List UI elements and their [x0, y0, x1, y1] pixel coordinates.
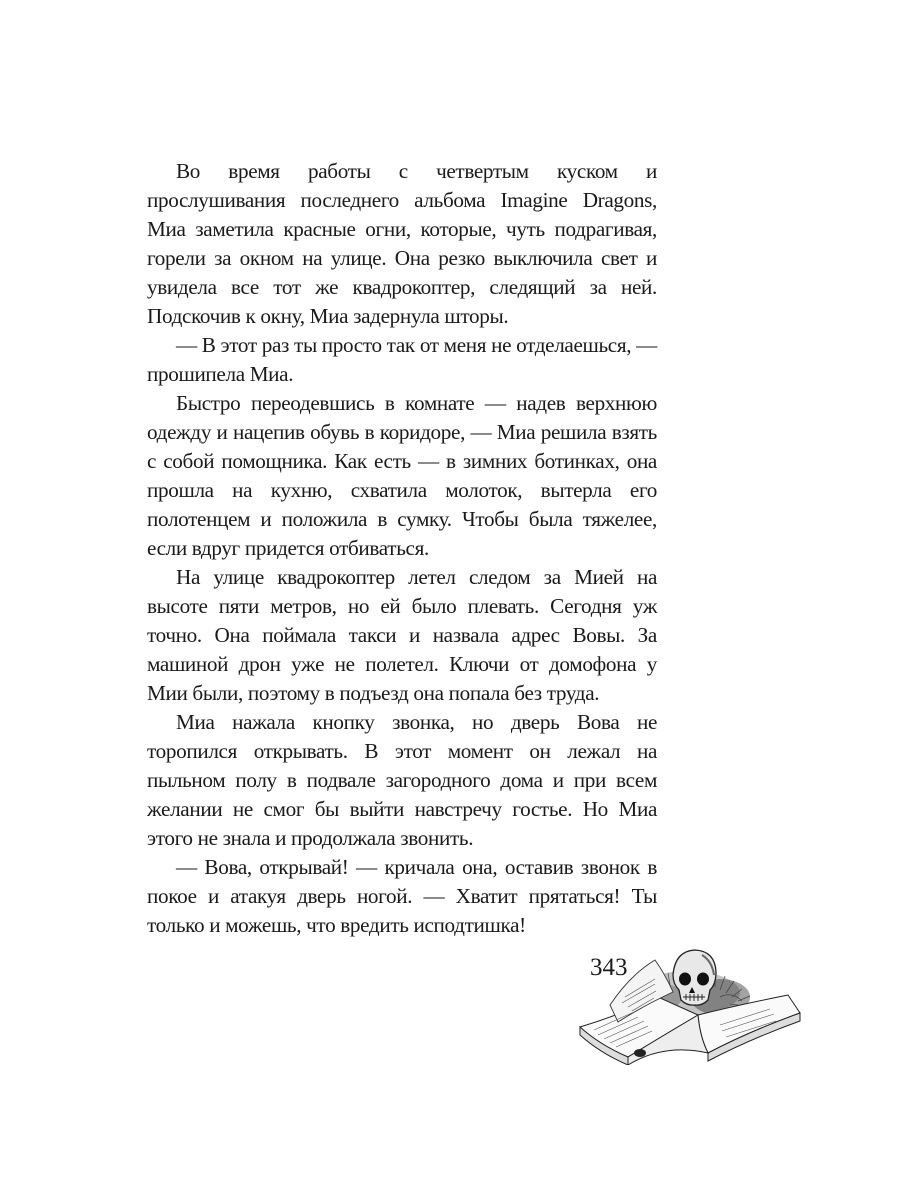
- page-number: 343: [590, 954, 628, 981]
- paragraph-1: Во время работы с четвертым куском и прослушивания последнего альбома Imagine Dragons, Миа заметила красные огни, которые, чуть подрагивая, горели за окном на улице. Она резко выключила свет и увидела все тот же квадрокоптер, следящий за ней. Подскочив к окну, Миа задернула шторы.: [147, 159, 657, 328]
- paragraph-4: На улице квадрокоптер летел следом за Мией на высоте пяти метров, но ей было плевать. Сегодня уж точно. Она поймала такси и назвала адрес Вовы. За машиной дрон уже не полетел. Ключи от домофона у Мии были, поэтому в подъезд она попала без труда.: [147, 565, 657, 705]
- paragraph-3: Быстро переодевшись в комнате — надев верхнюю одежду и нацепив обувь в коридоре, — Миа решила взять с собой помощника. Как есть — в зимних ботинках, она прошла на кухню, схватила молоток, вытерла его полотенцем и положила в сумку. Чтобы была тяжелее, если вдруг придется отбиваться.: [147, 391, 657, 560]
- paragraph-5: Миа нажала кнопку звонка, но дверь Вова не торопился открывать. В этот момент он лежал на пыльном полу в подвале загородного дома и при всем желании не смог бы выйти навстречу гостье. Но Миа этого не знала и продолжала звонить.: [147, 710, 657, 850]
- paragraph-2: — В этот раз ты просто так от меня не отделаешься, — прошипела Миа.: [147, 333, 657, 386]
- body-text: [147, 157, 657, 940]
- paragraph-6: — Вова, открывай! — кричала она, оставив звонок в покое и атакуя дверь ногой. — Хватит прятаться! Ты только и можешь, что вредить исподтишка!: [147, 855, 657, 937]
